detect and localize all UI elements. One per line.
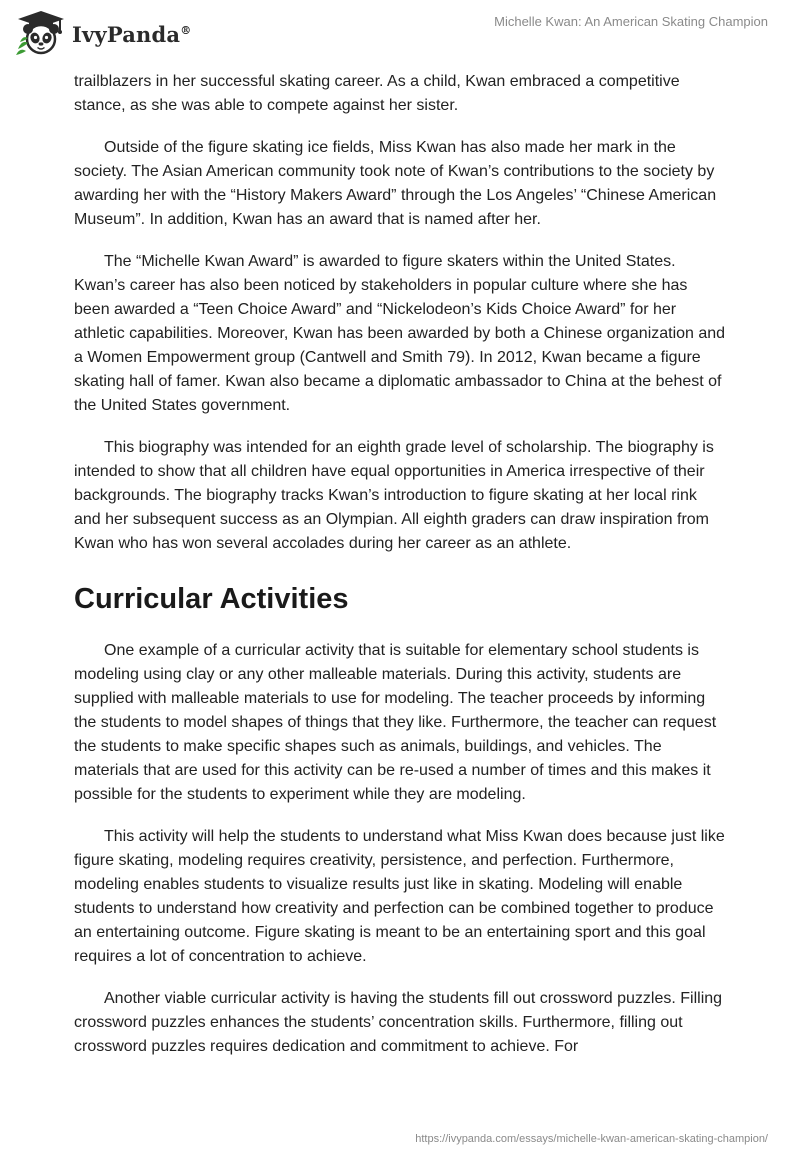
document-title: Michelle Kwan: An American Skating Champion — [494, 14, 768, 29]
paragraph-2: Outside of the figure skating ice fields, Miss Kwan has also made her mark in the society. The Asian American community took note of Kwan’s contributions to the society by awarding her with the “History Makers Award” through the Los Angeles’ “Chinese American Museum”. In addition, Kwan has an award that is named after her. — [74, 139, 717, 228]
paragraph-5: One example of a curricular activity that is suitable for elementary school students is modeling using clay or any other malleable materials. During this activity, students are supplied with malleable materials to use for modeling. The teacher proceeds by informing the students to model shapes of things that they like. Furthermore, the teacher can request the students to make specific shapes such as animals, buildings, and vehicles. The materials that are used for this activity can be re-used a number of times and this makes it possible for the students to experiment while they are modeling. — [74, 642, 717, 803]
panda-graduate-icon — [14, 9, 68, 57]
paragraph-4: This biography was intended for an eighth grade level of scholarship. The biography is intended to show that all children have equal opportunities in America irrespective of their backgrounds. The biography tracks Kwan’s introduction to figure skating at her local rink and her subsequent success as an Olympian. All eighth graders can draw inspiration from Kwan who has won several accolades during her career as an athlete. — [74, 439, 714, 552]
section-heading: Curricular Activities — [74, 583, 349, 615]
paragraph-1: trailblazers in her successful skating career. As a child, Kwan embraced a competitive stance, as she was able to compete against her sister. — [74, 73, 680, 114]
ivypanda-logo[interactable] — [14, 9, 191, 57]
logo-text: IvyPanda® — [72, 21, 192, 47]
page-header — [0, 0, 800, 64]
paragraph-3: The “Michelle Kwan Award” is awarded to figure skaters within the United States. Kwan’s career has also been noticed by stakeholders in popular culture where she has been awarded a “Teen Choice Award” and “Nickelodeon’s Kids Choice Award” for her athletic capabilities. Moreover, Kwan has been awarded by both a Chinese organization and a Women Empowerment group (Cantwell and Smith 79). In 2012, Kwan became a figure skating hall of famer. Kwan also became a diplomatic ambassador to China at the behest of the United States government. — [74, 253, 726, 414]
registered-mark: ® — [180, 23, 192, 37]
essay-body — [74, 70, 726, 1077]
paragraph-6: This activity will help the students to understand what Miss Kwan does because just like figure skating, modeling requires creativity, persistence, and perfection. Furthermore, modeling enables students to visualize results just like in skating. Modeling will enable students to understand how creativity and perfection can be combined together to produce an entertaining outcome. Figure skating is meant to be an entertaining sport and this goal requires a lot of concentration to achieve. — [74, 828, 725, 965]
paragraph-7: Another viable curricular activity is having the students fill out crossword puzzles. Filling crossword puzzles enhances the students’ concentration skills. Furthermore, filling out crossword puzzles requires dedication and commitment to achieve. For — [74, 990, 723, 1055]
source-url-link[interactable]: https://ivypanda.com/essays/michelle-kwan-american-skating-champion/ — [415, 1133, 768, 1145]
